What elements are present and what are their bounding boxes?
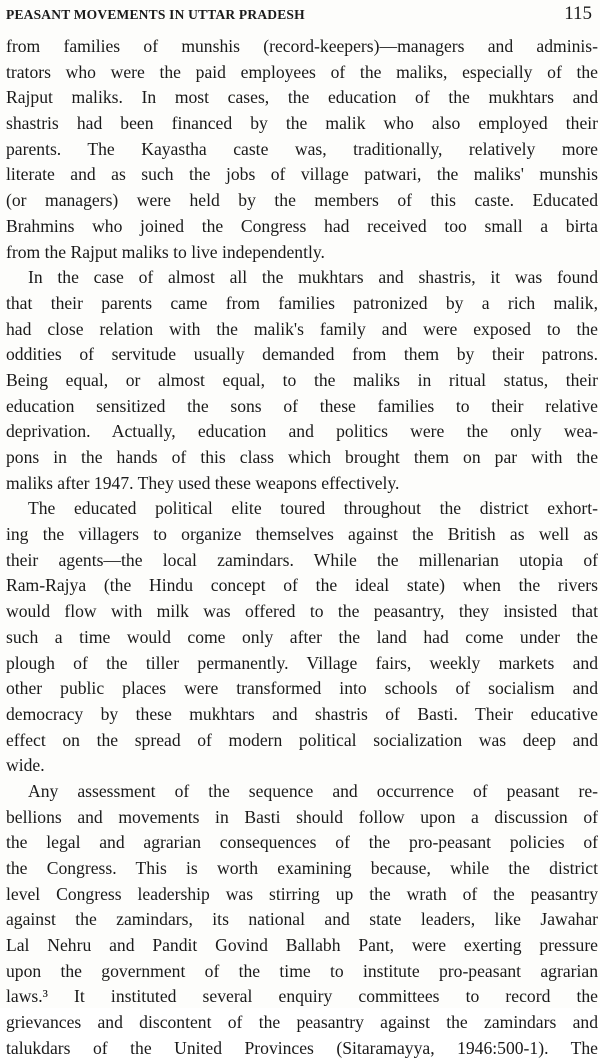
text-line: wide. (6, 755, 45, 776)
text-line: from the Rajput maliks to live independently. (6, 241, 325, 262)
text-line: oddities of servitude usually demanded from them by their patrons. (6, 344, 598, 365)
text-line: talukdars of the United Provinces (Sitaramayya, 1946:500-1). The (6, 1037, 598, 1058)
text-line: upon the government of the time to institute pro-peasant agrarian (6, 960, 598, 981)
text-line: would flow with milk was offered to the peasantry, they insisted that (6, 601, 598, 622)
text-line: the Congress. This is worth examining because, while the district (6, 858, 598, 878)
text-line: literate and as such the jobs of village patwari, the maliks' munshis (6, 164, 598, 185)
text-line: their agents—the local zamindars. While the millenarian utopia of (6, 549, 598, 570)
text-line: democracy by these mukhtars and shastris of Basti. Their educative (6, 703, 598, 724)
text-line: deprivation. Actually, education and politics were the only wea- (6, 421, 598, 442)
text-line: trators who were the paid employees of the maliks, especially of the (6, 61, 598, 82)
text-line: In the case of almost all the mukhtars and shastris, it was found (28, 267, 598, 288)
text-line: maliks after 1947. They used these weapons effectively. (6, 472, 400, 493)
text-line: grievances and discontent of the peasantry against the zamindars and (6, 1012, 598, 1033)
text-line: had close relation with the malik's family and were exposed to the (6, 318, 598, 339)
running-header (6, 3, 592, 25)
text-line: shastris had been financed by the malik who also employed their (6, 113, 598, 134)
text-line: Any assessment of the sequence and occurrence of peasant re- (28, 780, 598, 801)
text-line: The educated political elite toured throughout the district exhort- (28, 498, 598, 519)
text-line: from families of munshis (record-keepers)—managers and adminis- (6, 36, 598, 56)
text-line: bellions and movements in Basti should follow upon a discussion of (6, 806, 598, 827)
text-line: against the zamindars, its national and state leaders, like Jawahar (6, 909, 598, 930)
text-line: Brahmins who joined the Congress had received too small a birta (6, 215, 598, 236)
text-line: other public places were transformed into schools of socialism and (6, 678, 598, 699)
body-text (6, 34, 598, 1062)
text-line: Lal Nehru and Pandit Govind Ballabh Pant, were exerting pressure (6, 935, 598, 956)
text-line: effect on the spread of modern political socialization was deep and (6, 729, 598, 750)
chapter-title: PEASANT MOVEMENTS IN UTTAR PRADESH (6, 7, 305, 22)
text-line: level Congress leadership was stirring up the wrath of the peasantry (6, 883, 598, 904)
text-line: ing the villagers to organize themselves against the British as well as (6, 524, 598, 545)
text-line: such a time would come only after the land had come under the (6, 626, 598, 647)
text-line: laws.³ It instituted several enquiry committees to record the (6, 986, 598, 1007)
text-line: the legal and agrarian consequences of the pro-peasant policies of (6, 832, 598, 853)
text-line: education sensitized the sons of these families to their relative (6, 395, 598, 416)
text-line: Ram-Rajya (the Hindu concept of the ideal state) when the rivers (6, 575, 598, 596)
text-line: that their parents came from families patronized by a rich malik, (6, 292, 598, 313)
text-line: pons in the hands of this class which brought them on par with the (6, 447, 598, 467)
page-number: 115 (564, 3, 592, 24)
text-line: Being equal, or almost equal, to the maliks in ritual status, their (6, 369, 598, 390)
text-line: parents. The Kayastha caste was, traditionally, relatively more (6, 138, 598, 159)
text-line: plough of the tiller permanently. Village fairs, weekly markets and (6, 652, 598, 673)
text-line: Rajput maliks. In most cases, the education of the mukhtars and (6, 87, 598, 108)
text-line: (or managers) were held by the members of this caste. Educated (6, 190, 598, 211)
